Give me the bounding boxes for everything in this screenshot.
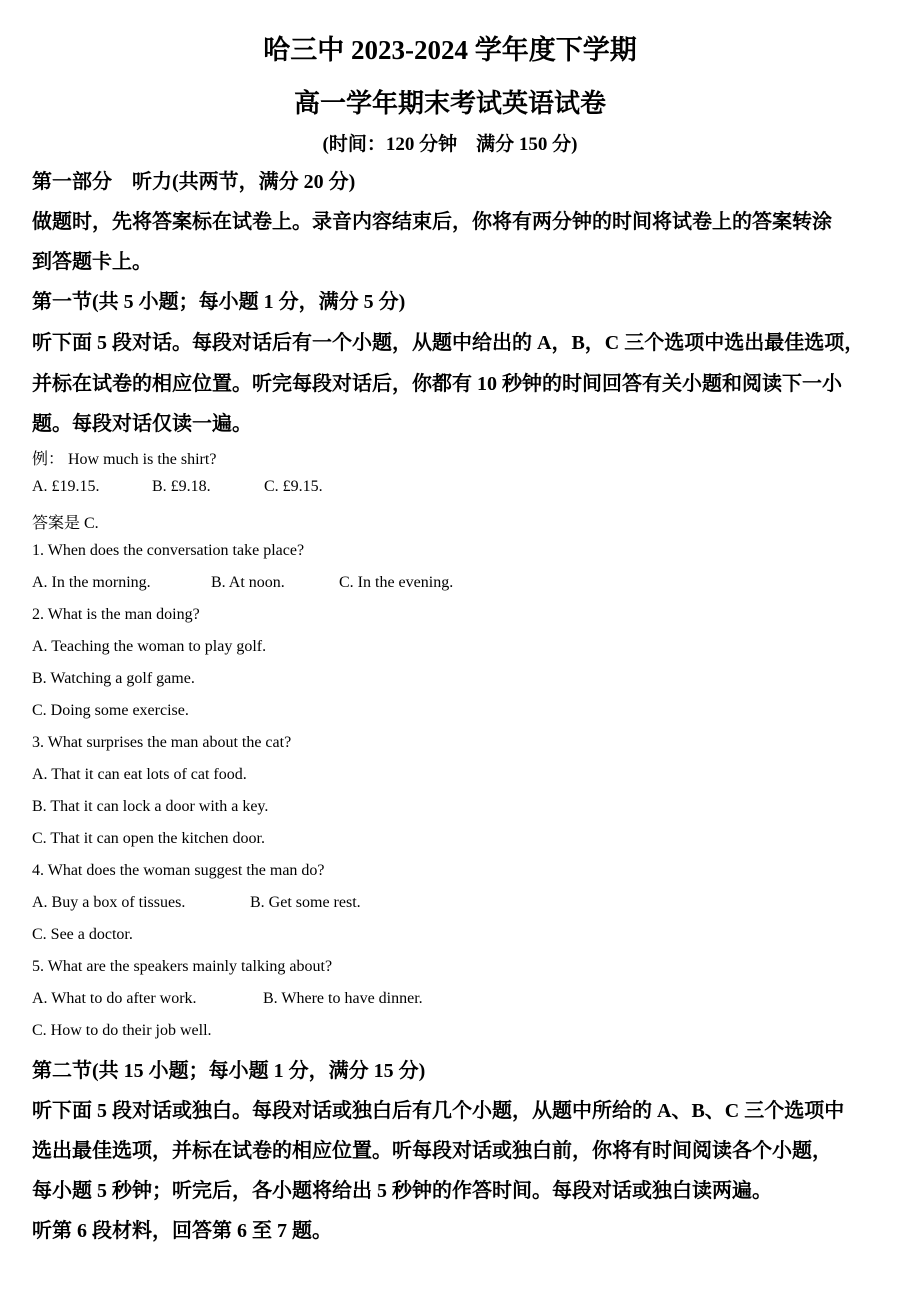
section1-heading: 第一节(共 5 小题；每小题 1 分，满分 5 分) xyxy=(32,291,406,313)
section2-instruction-line: 每小题 5 秒钟；听完后，各小题将给出 5 秒钟的作答时间。每段对话或独白读两遍。 xyxy=(32,1180,772,1202)
example-answer: 答案是 C. xyxy=(32,515,99,532)
option: C. In the evening. xyxy=(339,574,454,591)
option-line xyxy=(32,894,361,912)
option-line xyxy=(32,574,453,592)
option: C. That it can open the kitchen door. xyxy=(32,830,265,847)
option: C. Doing some exercise. xyxy=(32,702,189,719)
option: B. That it can lock a door with a key. xyxy=(32,798,269,815)
section1-instruction-line: 并标在试卷的相应位置。听完每段对话后，你都有 10 秒钟的时间回答有关小题和阅读下一小 xyxy=(32,373,842,395)
option: B. Where to have dinner. xyxy=(263,990,423,1007)
exam-title: 哈三中 2023-2024 学年度下学期 xyxy=(263,35,637,65)
option: C. See a doctor. xyxy=(32,926,133,943)
option: A. Buy a box of tissues. xyxy=(32,894,186,911)
question-stem: 5. What are the speakers mainly talking about? xyxy=(32,958,333,975)
question-stem: 2. What is the man doing? xyxy=(32,606,200,623)
option: A. Teaching the woman to play golf. xyxy=(32,638,267,655)
example-options xyxy=(32,478,323,496)
option: A. That it can eat lots of cat food. xyxy=(32,766,247,783)
option: A. £19.15. xyxy=(32,478,100,495)
option: A. What to do after work. xyxy=(32,990,197,1007)
option: C. How to do their job well. xyxy=(32,1022,212,1039)
option: B. £9.18. xyxy=(152,478,211,495)
option-line xyxy=(32,990,423,1008)
option: B. At noon. xyxy=(211,574,285,591)
question-stem: 1. When does the conversation take place? xyxy=(32,542,305,559)
section2-instruction-line: 选出最佳选项，并标在试卷的相应位置。听每段对话或独白前，你将有时间阅读各个小题， xyxy=(32,1140,832,1162)
section2-instruction-line: 听下面 5 段对话或独白。每段对话或独白后有几个小题，从题中所给的 A、B、C 三个选项中 xyxy=(32,1100,845,1122)
section1-instruction-line: 题。每段对话仅读一遍。 xyxy=(32,413,252,435)
section2-heading: 第二节(共 15 小题；每小题 1 分，满分 15 分) xyxy=(32,1060,426,1082)
section1-instruction-line: 听下面 5 段对话。每段对话后有一个小题，从题中给出的 A，B，C 三个选项中选出最佳选项， xyxy=(32,332,865,354)
option: C. £9.15. xyxy=(264,478,323,495)
option: A. In the morning. xyxy=(32,574,151,591)
example-question: 例： How much is the shirt? xyxy=(32,451,217,468)
material-note: 听第 6 段材料，回答第 6 至 7 题。 xyxy=(32,1220,332,1242)
question-stem: 4. What does the woman suggest the man do? xyxy=(32,862,325,879)
exam-subtitle: 高一学年期末考试英语试卷 xyxy=(293,89,606,118)
part1-instruction-line: 做题时，先将答案标在试卷上。录音内容结束后，你将有两分钟的时间将试卷上的答案转涂 xyxy=(32,211,832,233)
question-stem: 3. What surprises the man about the cat? xyxy=(32,734,292,751)
part1-instruction-line: 到答题卡上。 xyxy=(32,251,152,273)
option: B. Get some rest. xyxy=(250,894,361,911)
part1-heading: 第一部分 听力(共两节，满分 20 分) xyxy=(32,171,356,193)
exam-time-note: (时间：120 分钟 满分 150 分) xyxy=(322,134,578,155)
option: B. Watching a golf game. xyxy=(32,670,195,687)
